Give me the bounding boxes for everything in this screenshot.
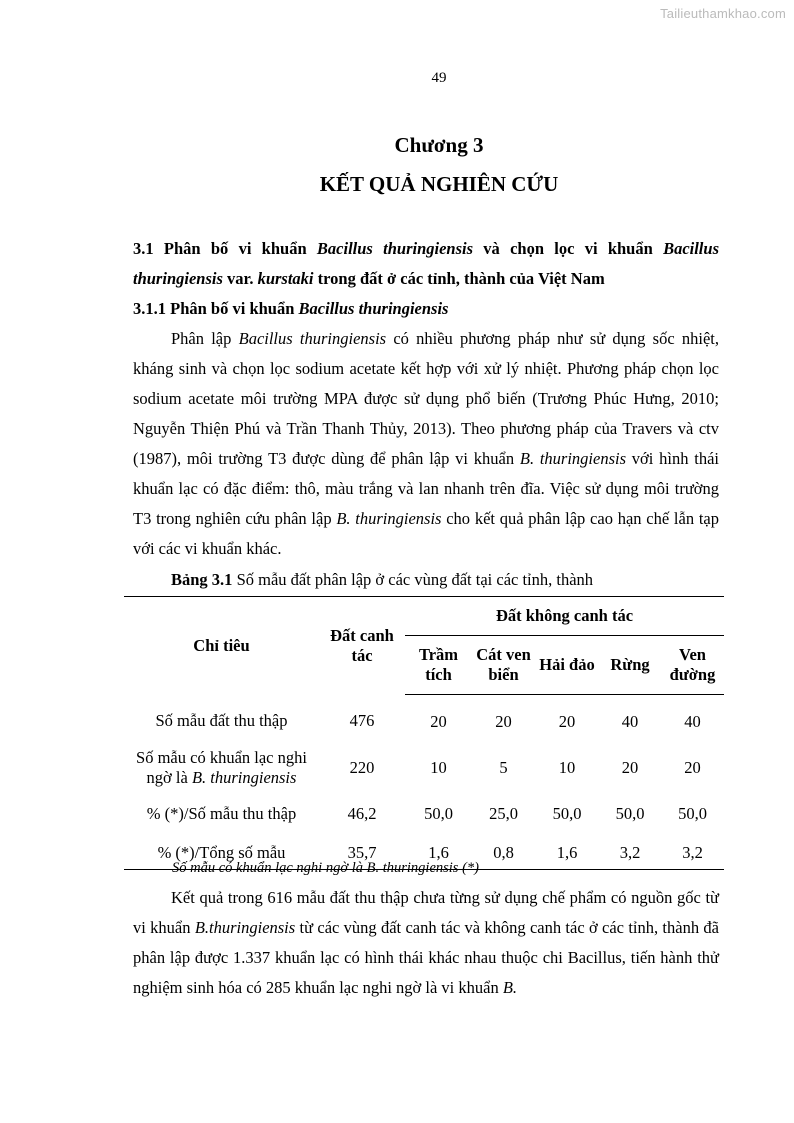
paragraph-italic: B. thuringiensis bbox=[519, 449, 627, 468]
header-cultivated: Đất canh tác bbox=[319, 597, 405, 695]
header-island: Hải đảo bbox=[535, 636, 599, 695]
chapter-heading: Chương 3 bbox=[394, 133, 484, 157]
paragraph-italic: Bacillus thuringiensis bbox=[238, 329, 387, 348]
section-heading-variety: kurstaki bbox=[257, 269, 314, 288]
cell: 1,6 bbox=[405, 836, 472, 870]
content-body-continued bbox=[133, 883, 719, 1003]
paragraph-italic: B. thuringiensis bbox=[336, 509, 442, 528]
cell: 10 bbox=[558, 758, 576, 777]
cell: 5 bbox=[499, 758, 508, 777]
paragraph-text: Kết quả trong 616 mẫu đất thu thập chưa từng sử dụng chế phẩm có nguồn gốc từ vi khuẩn bbox=[133, 888, 719, 937]
paragraph-italic: B. bbox=[502, 978, 518, 997]
table-caption-label: Bảng 3.1 bbox=[171, 570, 233, 589]
paragraph-text: từ các vùng đất canh tác và không canh tác ở các tỉnh, thành đã phân lập được 1.337 khuẩn lạc có hình thái khác nhau thuộc chi Bacillus, tiến hành thử nghiệm sinh hóa có 285 khuẩn lạc nghi ngờ là vi khuẩn bbox=[133, 918, 719, 997]
cell: 50,0 bbox=[615, 804, 645, 823]
section-heading bbox=[133, 234, 719, 294]
cell: 0,8 bbox=[472, 836, 535, 870]
cell: 476 bbox=[349, 711, 375, 731]
cell: 50,0 bbox=[678, 804, 707, 823]
subsection-heading bbox=[133, 294, 719, 324]
table-note: Số mẫu có khuẩn lạc nghi ngờ là B. thuringiensis (*) bbox=[172, 860, 479, 876]
section-heading-text: và chọn lọc vi khuẩn bbox=[473, 239, 664, 258]
cell: 50,0 bbox=[424, 804, 453, 823]
paragraph-2 bbox=[133, 883, 719, 1003]
chapter-title: KẾT QUẢ NGHIÊN CỨU bbox=[319, 172, 559, 196]
cell: 40 bbox=[621, 711, 639, 731]
header-forest: Rừng bbox=[599, 636, 661, 695]
table-header-row bbox=[124, 597, 724, 636]
row-label: Số mẫu đất thu thập bbox=[155, 711, 288, 731]
section-heading-species: Bacillus thuringiensis bbox=[316, 239, 474, 258]
cell: 1,6 bbox=[535, 836, 599, 870]
section-heading-species: Bacillus thuringiensis bbox=[133, 239, 719, 288]
section-heading-text: trong đất ở các tỉnh, thành của Việt Nam bbox=[313, 269, 605, 288]
cell: 20 bbox=[621, 758, 639, 777]
header-indicator: Chỉ tiêu bbox=[124, 597, 319, 695]
cell: 46,2 bbox=[347, 804, 377, 823]
cell: 3,2 bbox=[599, 836, 661, 870]
cell: 220 bbox=[349, 758, 375, 777]
cell: 20 bbox=[430, 711, 447, 731]
header-roadside: Ven đường bbox=[661, 636, 724, 695]
cell: 20 bbox=[558, 711, 576, 731]
cell: 50,0 bbox=[552, 804, 582, 823]
row-label-text: Số mẫu có khuẩn lạc nghi ngờ là bbox=[136, 748, 307, 787]
cell: 20 bbox=[684, 758, 701, 777]
section-heading-text: 3.1 Phân bố vi khuẩn bbox=[133, 239, 317, 258]
table-caption bbox=[171, 564, 719, 596]
cell: 10 bbox=[430, 758, 447, 777]
paragraph-text: với hình thái khuẩn lạc có đặc điểm: thô, màu trắng và lan nhanh trên đĩa. Việc sử dụng môi trường T3 trong nghiên cứu phân lập bbox=[133, 449, 720, 528]
paragraph-1 bbox=[133, 324, 719, 564]
subsection-heading-species: Bacillus thuringiensis bbox=[298, 299, 449, 318]
page-number: 49 bbox=[431, 70, 447, 86]
cell: 25,0 bbox=[489, 804, 518, 823]
cell: 3,2 bbox=[661, 836, 724, 870]
table-row bbox=[124, 695, 724, 745]
cell: 40 bbox=[684, 711, 701, 731]
section-heading-text: var. bbox=[222, 269, 258, 288]
cell: 20 bbox=[495, 711, 512, 731]
paragraph-italic: B.thuringiensis bbox=[194, 918, 296, 937]
row-label: % (*)/Tổng số mẫu bbox=[124, 836, 319, 870]
watermark: Tailieuthamkhao.com bbox=[660, 6, 786, 21]
table-caption-text: Số mẫu đất phân lập ở các vùng đất tại các tỉnh, thành bbox=[232, 570, 594, 589]
subsection-heading-text: 3.1.1 Phân bố vi khuẩn bbox=[133, 299, 299, 318]
cell: 35,7 bbox=[319, 836, 405, 870]
paragraph-text: cho kết quả phân lập cao hạn chế lẫn tạp với các vi khuẩn khác. bbox=[133, 509, 719, 558]
paragraph-text: có nhiều phương pháp như sử dụng sốc nhiệt, kháng sinh và chọn lọc sodium acetate kết hợp với xử lý nhiệt. Phương pháp chọn lọc sodium acetate môi trường MPA được sử dụng phổ biến (Trương Phúc Hưng, 2010; Nguyễn Thiện Phú và Trần Thanh Thủy, 2013). Theo phương pháp của Travers và ctv (1987), môi trường T3 được dùng để phân lập vi khuẩn bbox=[133, 329, 719, 468]
row-label-species: B. thuringiensis bbox=[191, 768, 297, 787]
header-uncultivated: Đất không canh tác bbox=[405, 597, 724, 636]
row-label: % (*)/Số mẫu thu thập bbox=[146, 804, 297, 823]
soil-sample-table bbox=[124, 596, 724, 870]
header-coastal-sand: Cát ven biển bbox=[472, 636, 535, 695]
table-row bbox=[124, 792, 724, 836]
content-body bbox=[133, 234, 719, 596]
paragraph-text: Phân lập bbox=[171, 329, 239, 348]
header-sediment: Trầm tích bbox=[405, 636, 472, 695]
table-row bbox=[124, 744, 724, 792]
row-label bbox=[124, 744, 319, 792]
